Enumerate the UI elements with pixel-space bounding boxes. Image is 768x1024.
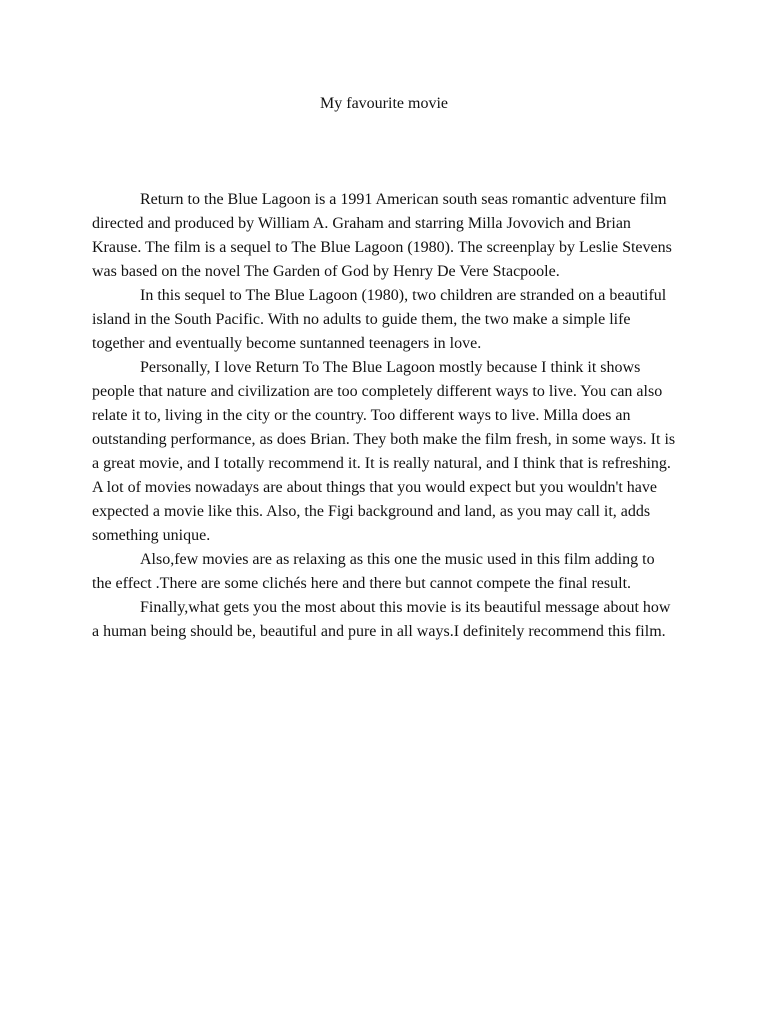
paragraph-conclusion: Finally,what gets you the most about this movie is its beautiful message about how a human being should be, beautiful and pure in all ways.I definitely recommend this film. — [92, 599, 671, 640]
document-body — [92, 188, 678, 644]
document-title: My favourite movie — [320, 95, 448, 112]
paragraph-intro: Return to the Blue Lagoon is a 1991 American south seas romantic adventure film directed and produced by William A. Graham and starring Milla Jovovich and Brian Krause. The film is a sequel to The Blue Lagoon (1980). The screenplay by Leslie Stevens was based on the novel The Garden of God by Henry De Vere Stacpoole. — [92, 191, 672, 280]
paragraph-music: Also,few movies are as relaxing as this one the music used in this film adding to the effect .There are some clichés here and there but cannot compete the final result. — [92, 551, 655, 592]
paragraph-plot: In this sequel to The Blue Lagoon (1980), two children are stranded on a beautiful island in the South Pacific. With no adults to guide them, the two make a simple life together and eventually become suntanned teenagers in love. — [92, 287, 667, 352]
paragraph-opinion: Personally, I love Return To The Blue Lagoon mostly because I think it shows people that nature and civilization are too completely different ways to live. You can also relate it to, living in the city or the country. Too different ways to live. Milla does an outstanding performance, as does Brian. They both make the film fresh, in some ways. It is a great movie, and I totally recommend it. It is really natural, and I think that is refreshing. A lot of movies nowadays are about things that you would expect but you wouldn't have expected a movie like this. Also, the Figi background and land, as you may call it, adds something unique. — [92, 359, 676, 544]
